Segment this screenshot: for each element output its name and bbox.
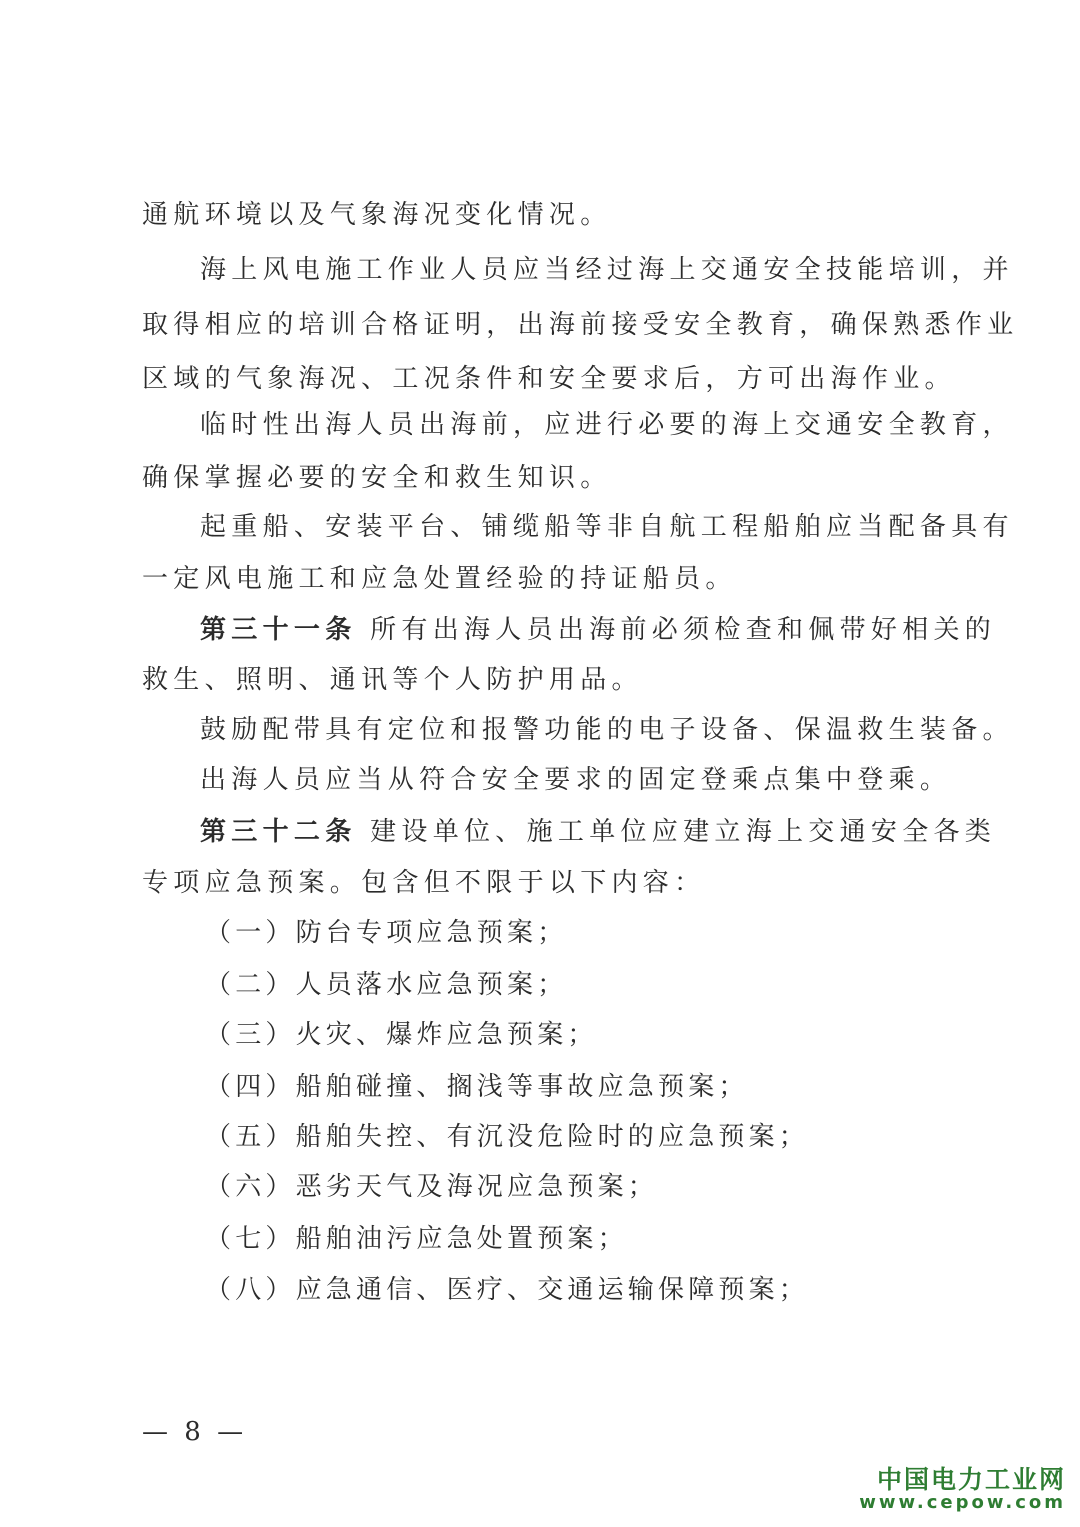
list-item: （三）火灾、爆炸应急预案； <box>205 1020 598 1050</box>
paragraph-line: 鼓励配带具有定位和报警功能的电子设备、保温救生装备。 <box>200 715 1014 745</box>
article-31-text: 所有出海人员出海前必须检查和佩带好相关的 <box>370 615 997 645</box>
list-item: （八）应急通信、医疗、交通运输保障预案； <box>205 1275 810 1305</box>
article-31-heading: 第三十一条 <box>200 615 357 645</box>
paragraph-line: 一定风电施工和应急处置经验的持证船员。 <box>142 564 737 594</box>
list-item: （二）人员落水应急预案； <box>205 970 568 1000</box>
article-32-heading: 第三十二条 <box>200 817 357 847</box>
paragraph-line: 区域的气象海况、工况条件和安全要求后，方可出海作业。 <box>142 364 956 394</box>
list-item: （六）恶劣天气及海况应急预案； <box>205 1172 659 1202</box>
article-31 <box>200 615 1000 645</box>
article-32 <box>200 817 1000 847</box>
watermark-site-name: 中国电力工业网 <box>876 1465 1066 1494</box>
paragraph-line: 海上风电施工作业人员应当经过海上交通安全技能培训，并 <box>200 255 1014 285</box>
paragraph-line: 确保掌握必要的安全和救生知识。 <box>142 463 612 493</box>
paragraph-line: 取得相应的培训合格证明，出海前接受安全教育，确保熟悉作业 <box>142 310 1019 340</box>
paragraph-line: 专项应急预案。包含但不限于以下内容： <box>142 868 706 898</box>
paragraph-line: 出海人员应当从符合安全要求的固定登乘点集中登乘。 <box>200 765 952 795</box>
list-item: （五）船舶失控、有沉没危险时的应急预案； <box>205 1122 810 1152</box>
list-item: （一）防台专项应急预案； <box>205 918 568 948</box>
list-item: （七）船舶油污应急处置预案； <box>205 1224 628 1254</box>
paragraph-line: 通航环境以及气象海况变化情况。 <box>142 200 612 230</box>
paragraph-line: 临时性出海人员出海前，应进行必要的海上交通安全教育， <box>200 410 1014 440</box>
page-number: — 8 — <box>142 1417 248 1447</box>
watermark-site-url: www.cepow.com <box>859 1492 1066 1513</box>
list-item: （四）船舶碰撞、搁浅等事故应急预案； <box>205 1072 749 1102</box>
paragraph-line: 救生、照明、通讯等个人防护用品。 <box>142 665 643 695</box>
article-32-text: 建设单位、施工单位应建立海上交通安全各类 <box>370 817 997 847</box>
paragraph-line: 起重船、安装平台、铺缆船等非自航工程船舶应当配备具有 <box>200 512 1014 542</box>
